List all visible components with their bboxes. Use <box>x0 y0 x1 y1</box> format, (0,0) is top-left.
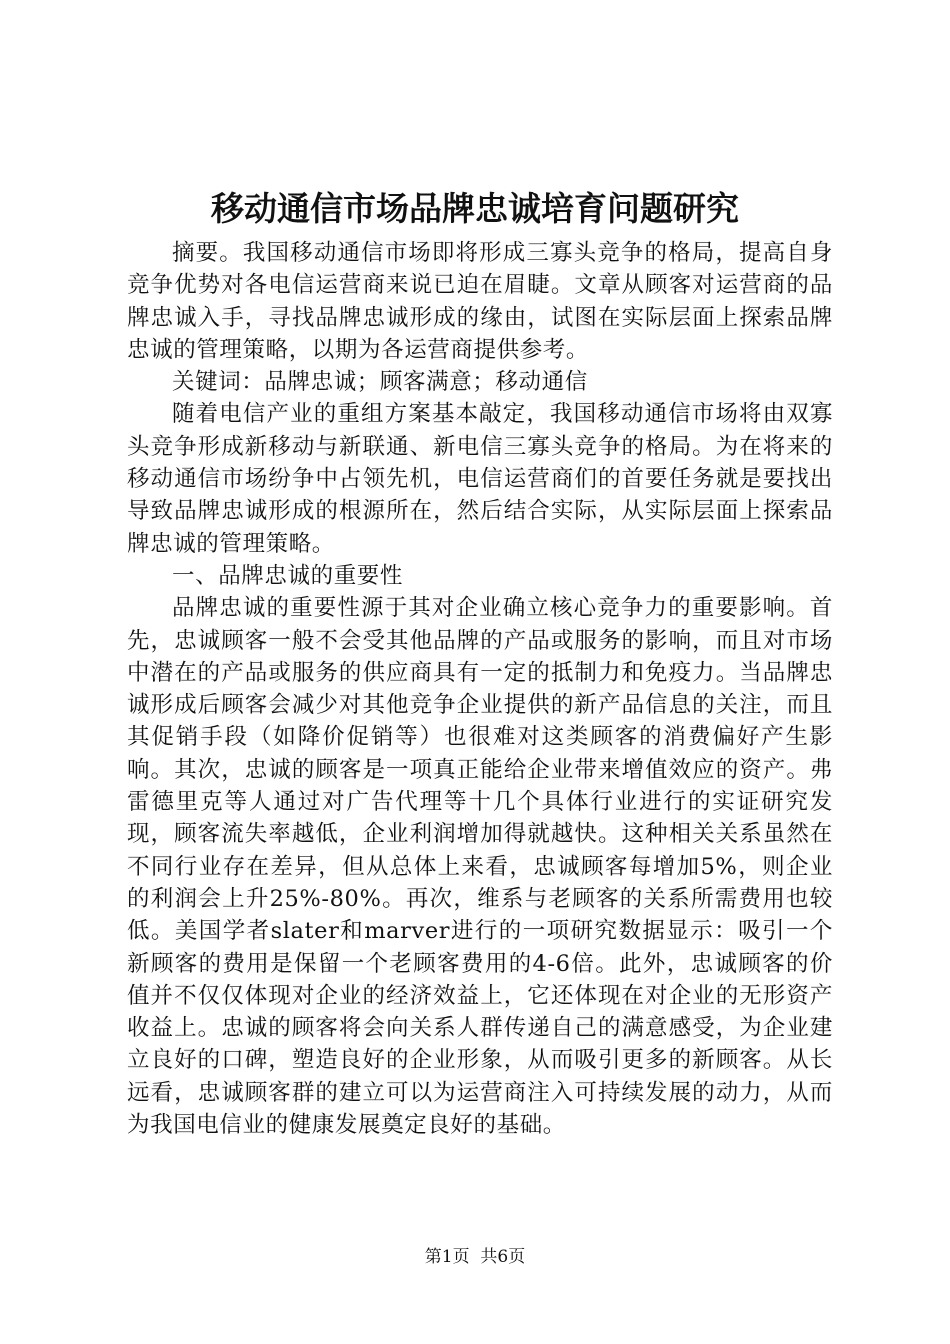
abstract-paragraph: 摘要。我国移动通信市场即将形成三寡头竞争的格局，提高自身竞争优势对各电信运营商来说已迫在眉睫。文章从顾客对运营商的品牌忠诚入手，寻找品牌忠诚形成的缘由，试图在实际层面上探索品牌忠诚的管理策略，以期为各运营商提供参考。 <box>127 240 833 363</box>
page-footer <box>0 1245 950 1269</box>
intro-paragraph: 随着电信产业的重组方案基本敲定，我国移动通信市场将由双寡头竞争形成新移动与新联通、新电信三寡头竞争的格局。为在将来的移动通信市场纷争中占领先机，电信运营商们的首要任务就是要找出导致品牌忠诚形成的根源所在，然后结合实际，从实际层面上探索品牌忠诚的管理策略。 <box>127 401 833 557</box>
document-title: 移动通信市场品牌忠诚培育问题研究 <box>211 189 739 228</box>
page-number: 第1页 共6页 <box>424 1247 526 1267</box>
body-paragraph: 品牌忠诚的重要性源于其对企业确立核心竞争力的重要影响。首先，忠诚顾客一般不会受其他品牌的产品或服务的影响，而且对市场中潜在的产品或服务的供应商具有一定的抵制力和免疫力。当品牌忠诚形成后顾客会减少对其他竞争企业提供的新产品信息的关注，而且其促销手段（如降价促销等）也很难对这类顾客的消费偏好产生影响。其次，忠诚的顾客是一项真正能给企业带来增值效应的资产。弗雷德里克等人通过对广告代理等十几个具体行业进行的实证研究发现，顾客流失率越低，企业利润增加得就越快。这种相关关系虽然在不同行业存在差异，但从总体上来看，忠诚顾客每增加5%，则企业的利润会上升25%-80%。再次，维系与老顾客的关系所需费用也较低。美国学者slater和marver进行的一项研究数据显示：吸引一个新顾客的费用是保留一个老顾客费用的4-6倍。此外，忠诚顾客的价值并不仅仅体现对企业的经济效益上，它还体现在对企业的无形资产收益上。忠诚的顾客将会向关系人群传递自己的满意感受，为企业建立良好的口碑，塑造良好的企业形象，从而吸引更多的新顾客。从长远看，忠诚顾客群的建立可以为运营商注入可持续发展的动力，从而为我国电信业的健康发展奠定良好的基础。 <box>127 595 833 1139</box>
section-heading: 一、品牌忠诚的重要性 <box>172 562 404 589</box>
keywords-paragraph: 关键词：品牌忠诚；顾客满意；移动通信 <box>172 369 588 396</box>
document-body <box>127 237 833 1141</box>
